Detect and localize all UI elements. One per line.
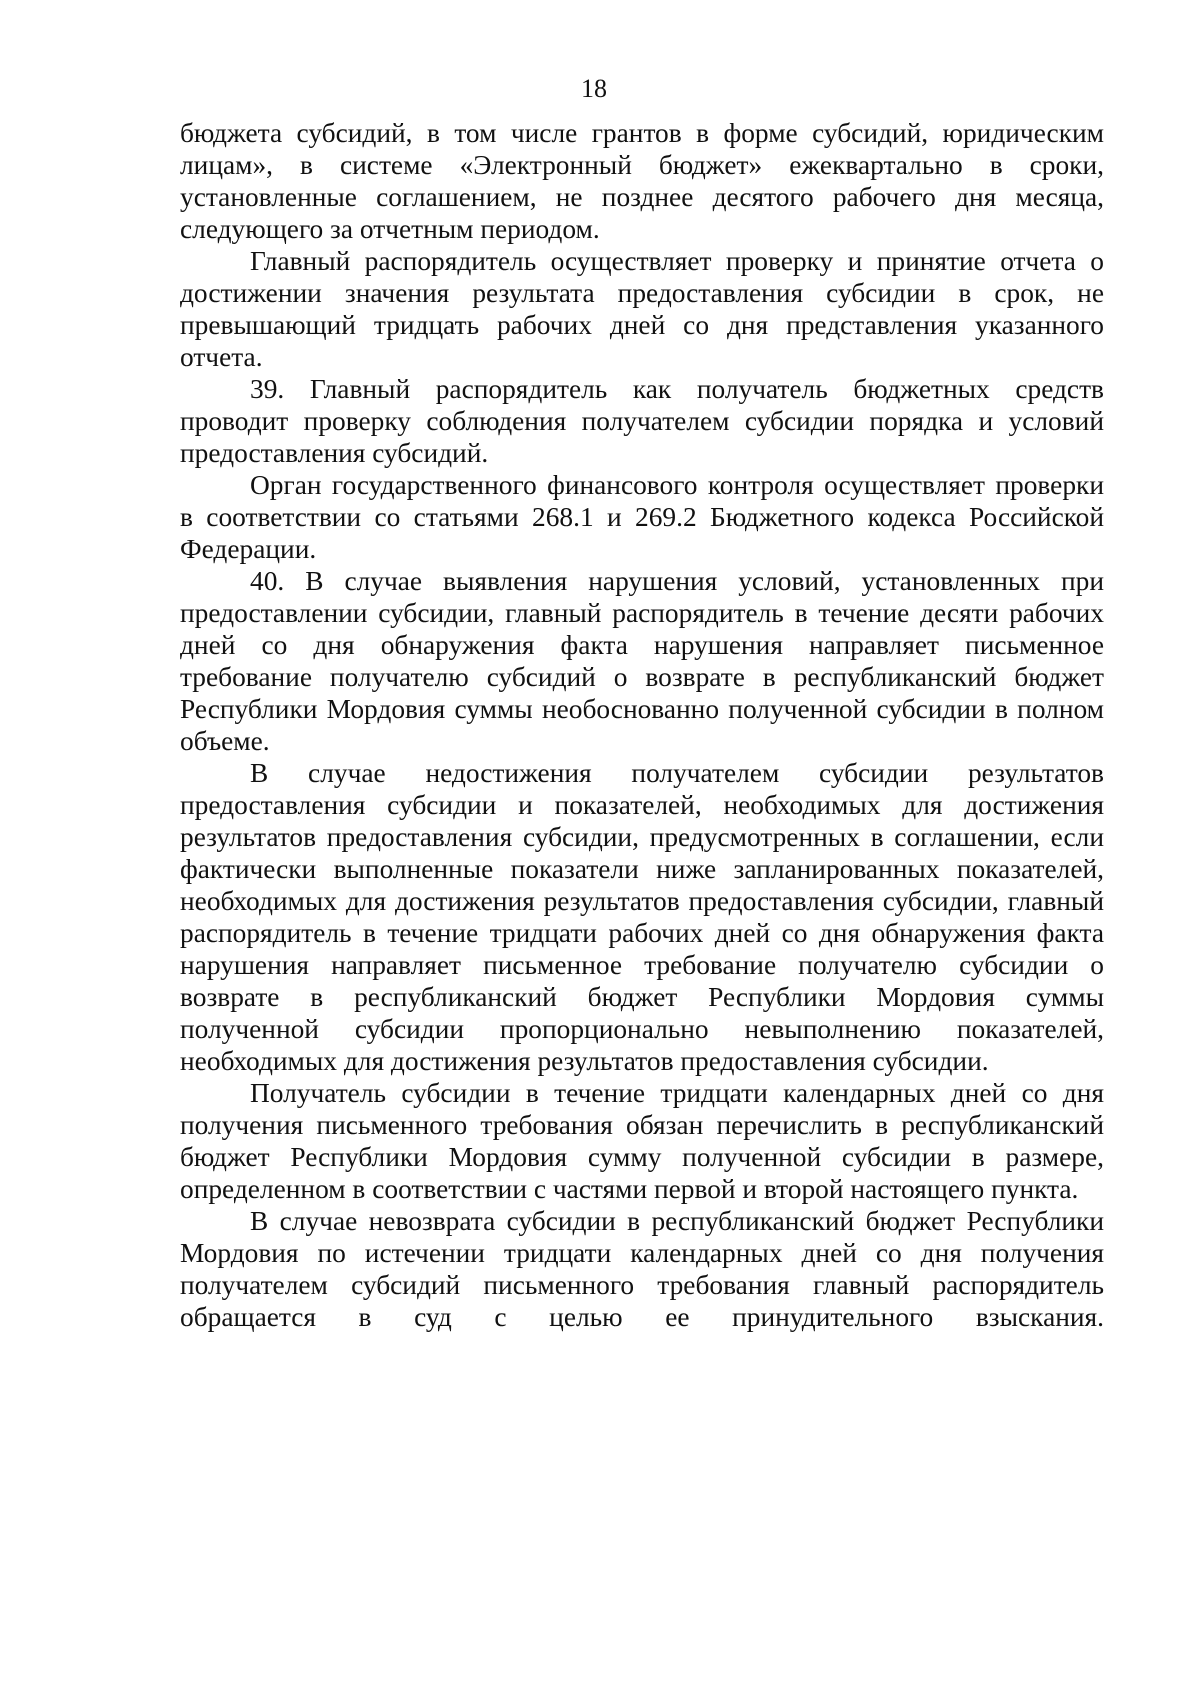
paragraph-continuation: бюджета субсидий, в том числе грантов в форме субсидий, юридическим лицам», в системе «Электронный бюджет» ежеквартально в сроки, установленные соглашением, не позднее десятого рабочего дня месяца, следующего за отчетным периодом. [180, 118, 1104, 244]
page-number: 18 [581, 74, 607, 103]
paragraph-item-39: 39. Главный распорядитель как получатель бюджетных средств проводит проверку соблюдения получателем субсидии порядка и условий предоставления субсидий. [180, 374, 1104, 468]
paragraph-court-recovery: В случае невозврата субсидии в республиканский бюджет Республики Мордовия по истечении тридцати календарных дней со дня получения получателем субсидий письменного требования главный распорядитель обращается в суд с целью ее принудительного взыскания. [180, 1206, 1104, 1332]
paragraph-non-achievement: В случае недостижения получателем субсидии результатов предоставления субсидии и показателей, необходимых для достижения результатов предоставления субсидии, предусмотренных в соглашении, если фактически выполненные показатели ниже запланированных показателей, необходимых для достижения результатов предоставления субсидии, главный распорядитель в течение тридцати рабочих дней со дня обнаружения факта нарушения направляет письменное требование получателю субсидии о возврате в республиканский бюджет Республики Мордовия суммы полученной субсидии пропорционально невыполнению показателей, необходимых для достижения результатов предоставления субсидии. [180, 758, 1104, 1076]
paragraph-refund-obligation: Получатель субсидии в течение тридцати календарных дней со дня получения письменного требования обязан перечислить в республиканский бюджет Республики Мордовия сумму полученной субсидии в размере, определенном в соответствии с частями первой и второй настоящего пункта. [180, 1078, 1104, 1204]
paragraph-item-40: 40. В случае выявления нарушения условий, установленных при предоставлении субсидии, главный распорядитель в течение десяти рабочих дней со дня обнаружения факта нарушения направляет письменное требование получателю субсидий о возврате в республиканский бюджет Республики Мордовия суммы необоснованно полученной субсидии в полном объеме. [180, 566, 1104, 756]
paragraph-report-check: Главный распорядитель осуществляет проверку и принятие отчета о достижении значения результата предоставления субсидии в срок, не превышающий тридцать рабочих дней со дня представления указанного отчета. [180, 246, 1104, 372]
paragraph-financial-control: Орган государственного финансового контроля осуществляет проверки в соответствии со статьями 268.1 и 269.2 Бюджетного кодекса Российской Федерации. [180, 470, 1104, 564]
document-body [180, 117, 1104, 1333]
